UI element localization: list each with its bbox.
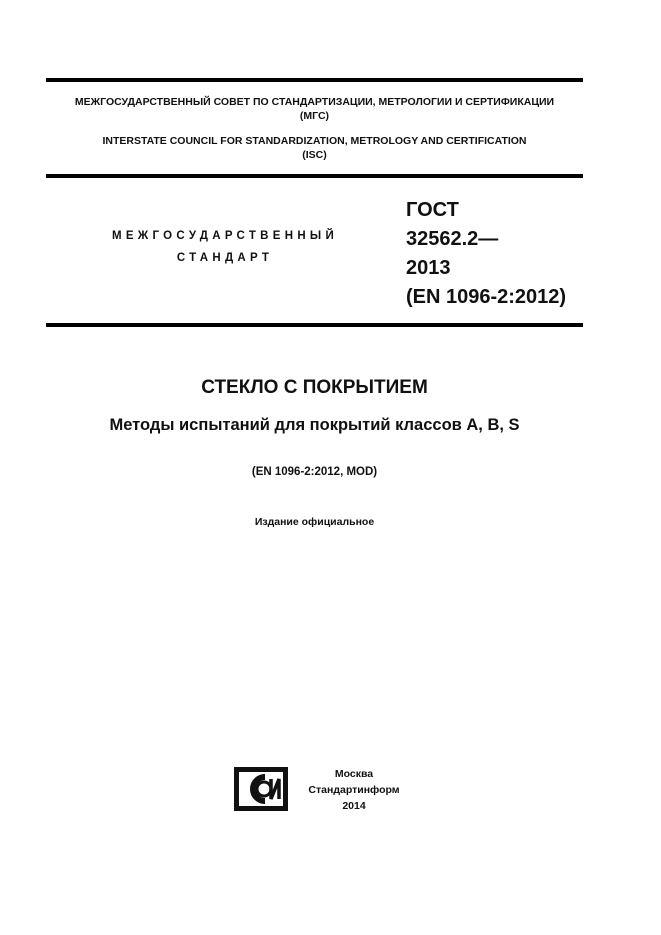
council-abbr-ru: (МГС) <box>299 110 330 122</box>
designation-line4: (EN 1096-2:2012) <box>406 286 567 308</box>
publisher-city: Москва <box>334 768 374 780</box>
standard-type-line1: МЕЖГОСУДАРСТВЕННЫЙ <box>111 230 339 242</box>
publisher-imprint <box>300 766 408 814</box>
standard-type-line2: СТАНДАРТ <box>176 252 274 264</box>
designation-line1: ГОСТ <box>406 199 459 221</box>
document-title: СТЕКЛО С ПОКРЫТИЕМ <box>201 377 428 398</box>
designation-rule <box>46 323 583 327</box>
council-abbr-en: (ISC) <box>302 149 327 161</box>
standard-designation <box>406 196 582 312</box>
council-name-ru: МЕЖГОСУДАРСТВЕННЫЙ СОВЕТ ПО СТАНДАРТИЗАЦИИ, МЕТРОЛОГИИ И СЕРТИФИКАЦИИ <box>74 96 555 108</box>
publication-year: 2014 <box>342 800 366 812</box>
edition-note: Издание официальное <box>254 516 375 528</box>
council-name-en: INTERSTATE COUNCIL FOR STANDARDIZATION, METROLOGY AND CERTIFICATION <box>102 135 527 147</box>
document-subtitle: Методы испытаний для покрытий классов А, В, S <box>109 416 520 434</box>
top-rule <box>46 78 583 82</box>
designation-line2: 32562.2— <box>406 228 499 250</box>
header-rule <box>46 174 583 178</box>
publisher-name: Стандартинформ <box>308 784 400 796</box>
standartinform-logo-icon <box>233 766 289 812</box>
designation-line3: 2013 <box>406 257 451 279</box>
document-reference: (EN 1096-2:2012, MOD) <box>251 466 378 478</box>
